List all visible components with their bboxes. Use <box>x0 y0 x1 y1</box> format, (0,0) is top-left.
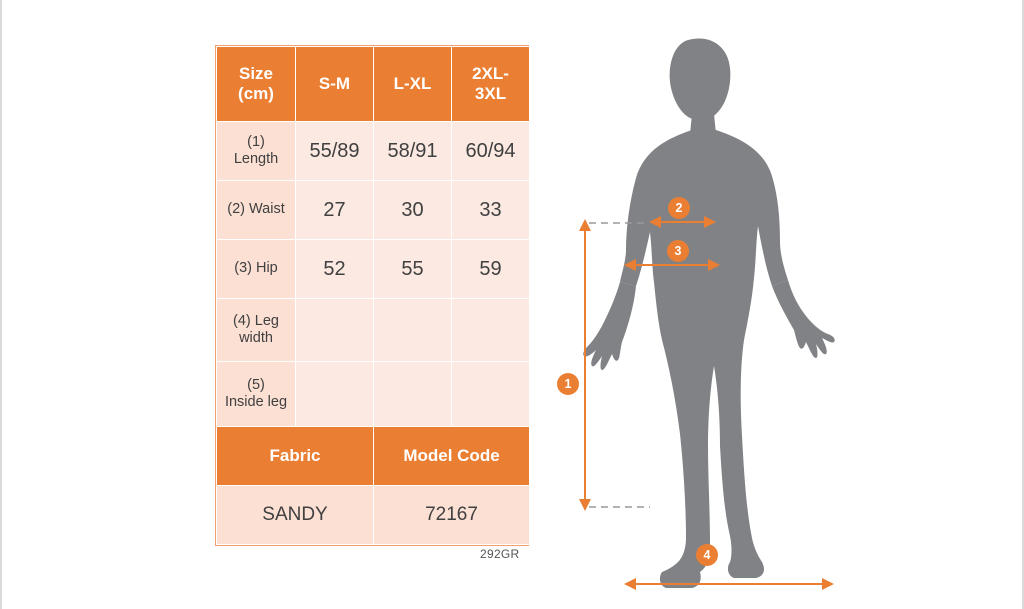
badge-leg-width: 4 <box>696 544 718 566</box>
cell-length-2xl3xl: 60/94 <box>452 122 530 181</box>
footer-value-fabric: SANDY <box>217 486 374 545</box>
row-label-hip: (3) Hip <box>217 240 296 299</box>
cell-waist-lxl: 30 <box>374 181 452 240</box>
table-header-row <box>217 47 530 122</box>
row-label-length <box>217 122 296 181</box>
cell-waist-sm: 27 <box>296 181 374 240</box>
cell-inside-leg-2xl3xl <box>452 362 530 427</box>
footer-value-model-code: 72167 <box>374 486 530 545</box>
table-row <box>217 240 530 299</box>
cell-length-lxl: 58/91 <box>374 122 452 181</box>
row-label-length-line2: Length <box>233 151 279 167</box>
cell-leg-width-lxl <box>374 299 452 362</box>
header-size-label: Size <box>238 64 274 84</box>
table-row <box>217 122 530 181</box>
female-body-silhouette <box>583 38 835 588</box>
cell-inside-leg-lxl <box>374 362 452 427</box>
table-footer-header-row <box>217 427 530 486</box>
row-label-inside-leg-line1: (5) <box>247 376 265 393</box>
table-row <box>217 362 530 427</box>
cell-hip-sm: 52 <box>296 240 374 299</box>
badge-length: 1 <box>557 373 579 395</box>
cell-hip-lxl: 55 <box>374 240 452 299</box>
footer-header-fabric: Fabric <box>217 427 374 486</box>
header-size-unit: (cm) <box>238 84 274 103</box>
cell-inside-leg-sm <box>296 362 374 427</box>
leg-width-measure-arrow <box>624 578 834 590</box>
header-2xl-line1: 2XL- <box>472 64 509 84</box>
badge-waist: 2 <box>668 197 690 219</box>
left-border-line <box>0 0 2 609</box>
badge-hip: 3 <box>667 240 689 262</box>
header-2xl-line2: 3XL <box>474 84 507 103</box>
table-footer-value-row <box>217 486 530 545</box>
header-2xl3xl-cell <box>452 47 530 122</box>
row-label-waist: (2) Waist <box>217 181 296 240</box>
row-label-inside-leg-line2: Inside leg <box>224 394 288 410</box>
footer-header-model-code: Model Code <box>374 427 530 486</box>
table-row <box>217 299 530 362</box>
cell-hip-2xl3xl: 59 <box>452 240 530 299</box>
row-label-leg-width-line1: (4) Leg <box>233 312 279 329</box>
size-table-container <box>215 45 529 546</box>
row-label-leg-width-line2: width <box>239 330 273 346</box>
cell-length-sm: 55/89 <box>296 122 374 181</box>
body-measurement-figure <box>540 10 1010 605</box>
row-label-leg-width <box>217 299 296 362</box>
row-label-length-line1: (1) <box>247 133 265 150</box>
header-sm-cell: S-M <box>296 47 374 122</box>
row-label-inside-leg <box>217 362 296 427</box>
size-table <box>216 46 530 545</box>
cell-waist-2xl3xl: 33 <box>452 181 530 240</box>
cell-leg-width-2xl3xl <box>452 299 530 362</box>
header-lxl-cell: L-XL <box>374 47 452 122</box>
table-row <box>217 181 530 240</box>
product-code-note: 292GR <box>480 547 520 561</box>
cell-leg-width-sm <box>296 299 374 362</box>
header-size-cell <box>217 47 296 122</box>
